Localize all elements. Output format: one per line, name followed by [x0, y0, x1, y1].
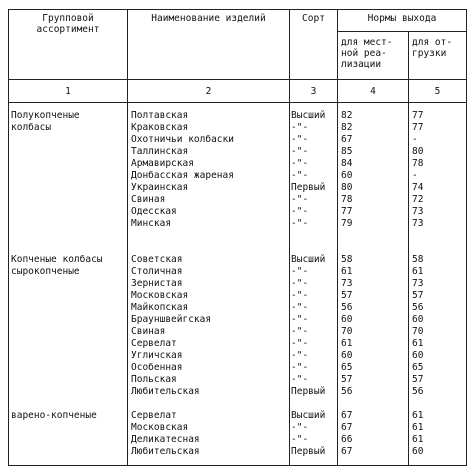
- product-sort: -"-: [291, 194, 309, 205]
- group-label: Полукопченые: [11, 110, 80, 121]
- norm-local: 57: [341, 290, 353, 301]
- product-name: Краковская: [131, 122, 189, 133]
- product-sort: Первый: [291, 386, 326, 397]
- header-ship-line-2: грузки: [412, 48, 447, 59]
- product-name: Угличская: [131, 350, 183, 361]
- header-sort: Сорт: [302, 13, 325, 24]
- norm-local: 82: [341, 110, 353, 121]
- norm-local: 61: [341, 266, 353, 277]
- header-norms: Нормы выхода: [367, 13, 437, 24]
- column-number-2: 2: [205, 86, 212, 97]
- norm-ship: 78: [412, 158, 424, 169]
- product-sort: -"-: [291, 170, 309, 181]
- header-ship-line-1: для от-: [412, 37, 453, 48]
- product-sort: -"-: [291, 158, 309, 169]
- norm-local: 84: [341, 158, 353, 169]
- norm-local: 56: [341, 302, 353, 313]
- product-sort: -"-: [291, 422, 309, 433]
- product-sort: -"-: [291, 350, 309, 361]
- norm-local: 65: [341, 362, 353, 373]
- norm-ship: 60: [412, 446, 424, 457]
- product-sort: -"-: [291, 206, 309, 217]
- column-number-5: 5: [434, 86, 441, 97]
- header-name: Наименование изделий: [151, 13, 266, 24]
- column-number-3: 3: [310, 86, 317, 97]
- product-name: Охотничьи колбаски: [131, 134, 234, 145]
- product-name: Деликатесная: [131, 434, 200, 445]
- norm-local: 58: [341, 254, 353, 265]
- norm-ship: 77: [412, 110, 424, 121]
- norm-local: 85: [341, 146, 353, 157]
- product-name: Майкопская: [131, 302, 189, 313]
- norm-local: 60: [341, 314, 353, 325]
- norm-local: 67: [341, 446, 353, 457]
- norm-local: 66: [341, 434, 353, 445]
- column-number-1: 1: [65, 86, 71, 97]
- product-name: Любительская: [131, 386, 200, 397]
- product-name: Любительская: [131, 446, 200, 457]
- product-sort: -"-: [291, 122, 309, 133]
- product-sort: Высший: [291, 110, 326, 121]
- table-left-border: [8, 9, 9, 466]
- product-name: Столичная: [131, 266, 183, 277]
- column-divider-3: [337, 9, 338, 466]
- product-sort: -"-: [291, 134, 309, 145]
- product-name: Советская: [131, 254, 183, 265]
- product-name: Брауншвейгская: [131, 314, 212, 325]
- product-sort: -"-: [291, 218, 309, 229]
- norm-local: 73: [341, 278, 353, 289]
- product-sort: -"-: [291, 278, 309, 289]
- header-local-line-1: для мест-: [341, 37, 393, 48]
- product-sort: -"-: [291, 326, 309, 337]
- norm-ship: 70: [412, 326, 424, 337]
- product-name: Зернистая: [131, 278, 183, 289]
- norm-ship: 61: [412, 422, 424, 433]
- norm-ship: -: [412, 134, 418, 145]
- norm-ship: 60: [412, 350, 424, 361]
- group-label: колбасы: [11, 122, 52, 133]
- table-bottom-border: [8, 465, 467, 466]
- product-sort: -"-: [291, 266, 309, 277]
- product-name: Свиная: [131, 194, 166, 205]
- norm-ship: 72: [412, 194, 424, 205]
- norm-local: 60: [341, 350, 353, 361]
- product-name: Московская: [131, 422, 189, 433]
- norm-ship: 57: [412, 374, 424, 385]
- product-sort: -"-: [291, 362, 309, 373]
- column-numbers-bottom-border: [8, 102, 467, 103]
- norm-ship: 73: [412, 218, 424, 229]
- header-local-line-3: лизации: [341, 59, 382, 70]
- product-name: Донбасская жареная: [131, 170, 234, 181]
- norm-ship: 61: [412, 434, 424, 445]
- product-sort: -"-: [291, 146, 309, 157]
- product-sort: Первый: [291, 182, 326, 193]
- header-local-line-2: ной реа-: [341, 48, 387, 59]
- header-group-line-2: ассортимент: [36, 24, 100, 35]
- norm-local: 82: [341, 122, 353, 133]
- product-name: Полтавская: [131, 110, 189, 121]
- product-sort: Первый: [291, 446, 326, 457]
- product-name: Свиная: [131, 326, 166, 337]
- product-name: Минская: [131, 218, 172, 229]
- product-sort: -"-: [291, 302, 309, 313]
- norm-ship: 73: [412, 206, 424, 217]
- column-divider-2: [289, 9, 290, 466]
- product-sort: Высший: [291, 254, 326, 265]
- norm-ship: 58: [412, 254, 424, 265]
- norm-local: 56: [341, 386, 353, 397]
- norm-local: 77: [341, 206, 353, 217]
- product-name: Сервелат: [131, 410, 177, 421]
- header-bottom-border: [8, 79, 467, 80]
- product-name: Таллинская: [131, 146, 189, 157]
- norm-ship: 80: [412, 146, 424, 157]
- norm-local: 67: [341, 410, 353, 421]
- header-group-line-1: Групповой: [42, 13, 94, 24]
- norm-local: 80: [341, 182, 353, 193]
- norm-ship: -: [412, 170, 418, 181]
- product-sort: Высший: [291, 410, 326, 421]
- product-name: Польская: [131, 374, 177, 385]
- product-sort: -"-: [291, 290, 309, 301]
- norm-ship: 65: [412, 362, 424, 373]
- product-name: Украинская: [131, 182, 189, 193]
- product-sort: -"-: [291, 434, 309, 445]
- norm-ship: 61: [412, 410, 424, 421]
- norm-ship: 61: [412, 338, 424, 349]
- norm-ship: 60: [412, 314, 424, 325]
- norm-local: 61: [341, 338, 353, 349]
- product-sort: -"-: [291, 314, 309, 325]
- norms-header-divider: [337, 31, 467, 32]
- norm-ship: 61: [412, 266, 424, 277]
- norm-local: 70: [341, 326, 353, 337]
- product-name: Одесская: [131, 206, 177, 217]
- norm-local: 67: [341, 422, 353, 433]
- norm-local: 57: [341, 374, 353, 385]
- column-divider-1: [127, 9, 128, 466]
- norm-local: 78: [341, 194, 353, 205]
- product-name: Армавирская: [131, 158, 194, 169]
- norm-ship: 56: [412, 302, 424, 313]
- column-number-4: 4: [370, 86, 376, 97]
- norm-local: 79: [341, 218, 353, 229]
- norm-ship: 74: [412, 182, 424, 193]
- product-name: Особенная: [131, 362, 183, 373]
- table-top-border: [8, 9, 467, 10]
- group-label: варено-копченые: [11, 410, 97, 421]
- norm-local: 60: [341, 170, 353, 181]
- product-name: Московская: [131, 290, 189, 301]
- product-sort: -"-: [291, 374, 309, 385]
- norm-local: 67: [341, 134, 353, 145]
- group-label: Копченые колбасы: [11, 254, 103, 265]
- norm-ship: 56: [412, 386, 424, 397]
- product-sort: -"-: [291, 338, 309, 349]
- norm-ship: 73: [412, 278, 424, 289]
- norm-ship: 77: [412, 122, 424, 133]
- group-label: сырокопченые: [11, 266, 80, 277]
- product-name: Сервелат: [131, 338, 177, 349]
- norm-ship: 57: [412, 290, 424, 301]
- table-right-border: [466, 9, 467, 466]
